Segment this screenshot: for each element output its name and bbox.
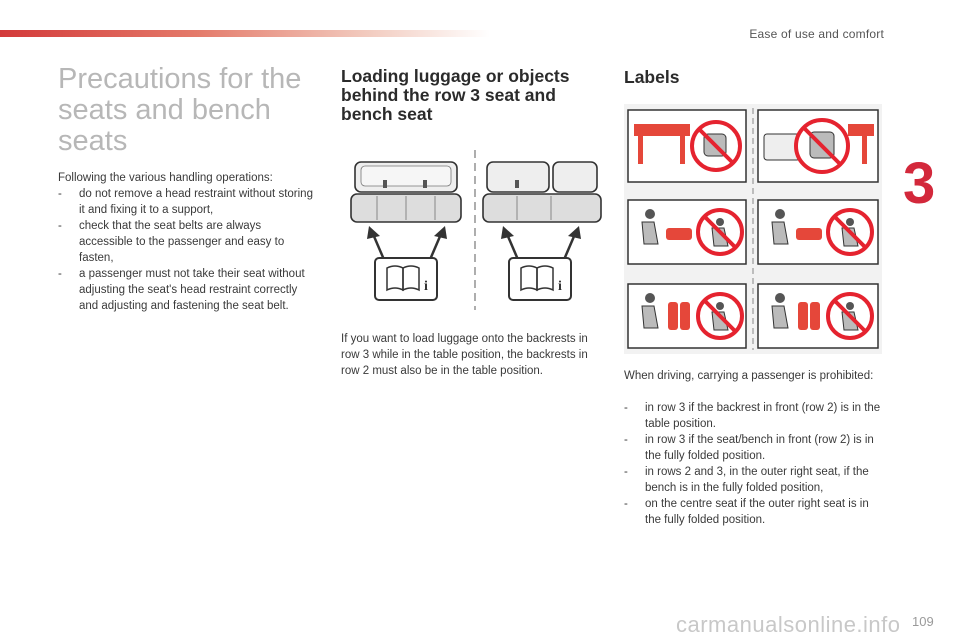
list-item: - in row 3 if the backrest in front (row 2) is in the table position. bbox=[624, 402, 881, 430]
table-position-label bbox=[628, 110, 746, 182]
seat-backrest-icon bbox=[483, 162, 601, 222]
list-item: - check that the seat belts are always accessible to the passenger and easy to fasten, bbox=[58, 220, 285, 264]
luggage-seat-figure bbox=[347, 150, 607, 310]
passenger-prohibited-label bbox=[758, 284, 878, 348]
prohibition-sign-icon bbox=[796, 120, 848, 172]
table-position-label bbox=[758, 110, 878, 182]
precautions-list bbox=[58, 186, 316, 314]
watermark: carmanualsonline.info bbox=[676, 612, 901, 637]
prohibition-sign-icon bbox=[828, 210, 872, 254]
labels-intro: When driving, carrying a passenger is prohibited: bbox=[624, 370, 874, 382]
page-number: 109 bbox=[912, 614, 934, 629]
list-item: - on the centre seat if the outer right seat is in the fully folded position. bbox=[624, 498, 869, 526]
folded-seat-icon bbox=[796, 228, 822, 240]
precautions-intro: Following the various handling operations: bbox=[58, 172, 273, 184]
up-arrow-icon bbox=[367, 226, 447, 262]
up-arrow-icon bbox=[501, 226, 581, 262]
warning-labels-figure bbox=[624, 104, 882, 354]
list-item: - do not remove a head restraint without storing it and fixing it to a support, bbox=[58, 188, 313, 216]
chapter-number: 3 bbox=[903, 151, 936, 216]
prohibition-sign-icon bbox=[828, 294, 872, 338]
list-item: - in row 3 if the seat/bench in front (row 2) is in the fully folded position. bbox=[624, 434, 874, 462]
section-label: Ease of use and comfort bbox=[749, 27, 884, 41]
passenger-prohibited-label bbox=[628, 284, 746, 348]
labels-section-title: Labels bbox=[624, 67, 680, 87]
svg-text:i: i bbox=[558, 279, 562, 294]
luggage-instructions: If you want to load luggage onto the backrests in row 3 while in the table position, the backrests in row 2 must also be in the table position. bbox=[341, 333, 588, 377]
list-item: - in rows 2 and 3, in the outer right seat, if the bench is in the fully folded position, bbox=[624, 466, 869, 494]
handbook-icon bbox=[375, 258, 437, 300]
passenger-prohibited-label bbox=[758, 200, 878, 264]
seat-backrest-icon bbox=[351, 162, 461, 222]
handbook-icon bbox=[509, 258, 571, 300]
prohibition-sign-icon bbox=[698, 294, 742, 338]
svg-text:i: i bbox=[424, 279, 428, 294]
list-item: - a passenger must not take their seat without adjusting the seat's head restraint correctly and adjusting and fastening the seat belt. bbox=[58, 268, 305, 312]
passenger-prohibited-label bbox=[628, 200, 746, 264]
folded-seat-icon bbox=[666, 228, 692, 240]
page-title: Precautions for the seats and bench seats bbox=[58, 63, 302, 157]
prohibition-sign-icon bbox=[698, 210, 742, 254]
luggage-section-title: Loading luggage or objects behind the row 3 seat and bench seat bbox=[341, 66, 570, 124]
header-accent-bar bbox=[0, 30, 490, 37]
prohibition-sign-icon bbox=[692, 122, 740, 170]
labels-list bbox=[624, 400, 886, 528]
